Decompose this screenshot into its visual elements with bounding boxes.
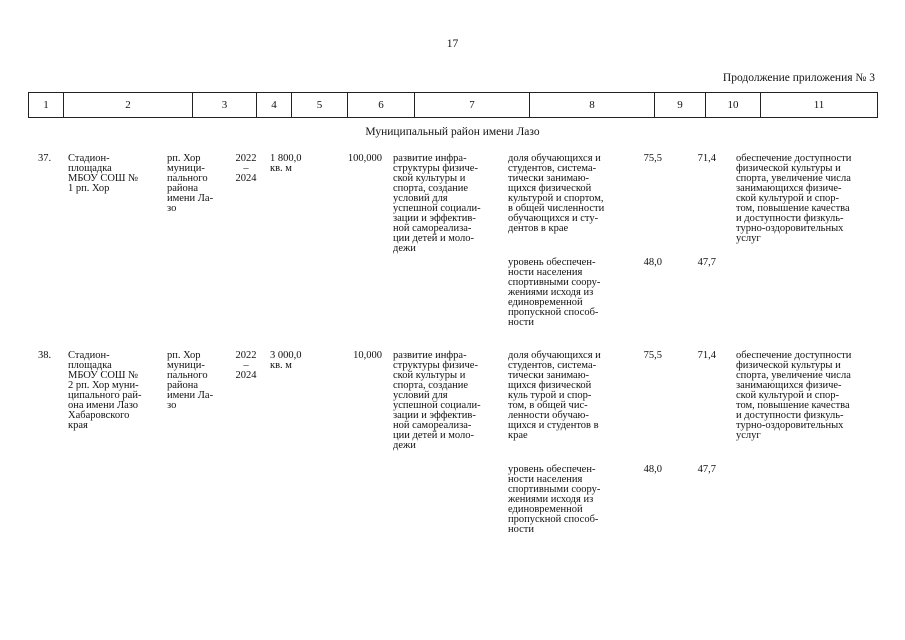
table-header: [28, 92, 878, 118]
header-col-10: 10: [706, 93, 761, 117]
header-col-1: 1: [29, 93, 64, 117]
project-purpose: развитие инфра- структуры физиче- ской культуры и спорта, создание условий для успешной социали- зации и эффектив- ной самореализа- ции детей и моло- дежи: [393, 350, 481, 451]
indicator-value-col10: 47,7: [697, 464, 716, 475]
indicator-value-col9: 75,5: [643, 350, 662, 361]
indicator-value-col10: 71,4: [697, 350, 716, 361]
expected-effect: обеспечение доступности физической культуры и спорта, увеличение числа занимающихся физиче- ской культурой и спор- том, повышение качества и доступности физкуль- турно-оздоровительных услуг: [736, 153, 852, 244]
object-location: рп. Хор муници- пального района имени Ла- зо: [167, 350, 214, 411]
row-number: 37.: [38, 153, 52, 164]
header-col-11: 11: [813, 99, 825, 111]
indicator-name: уровень обеспечен- ности населения спортивными соору- жениями исходя из единовременной пропускной способ- ности: [508, 257, 601, 328]
page-number: 17: [446, 38, 459, 50]
implementation-years: 2022 – 2024: [235, 350, 257, 381]
object-name: Стадион- площадка МБОУ СОШ № 2 рп. Хор муни- ципального рай- она имени Лазо Хабаровского края: [68, 350, 142, 431]
row-number: 38.: [38, 350, 52, 361]
object-capacity: 1 800,0 кв. м: [270, 153, 302, 174]
header-col-2: 2: [64, 93, 193, 117]
object-location: рп. Хор муници- пального района имени Ла- зо: [167, 153, 214, 214]
financing-amount: 10,000: [353, 350, 382, 361]
indicator-value-col10: 71,4: [697, 153, 716, 164]
indicator-name: доля обучающихся и студентов, система- тически занимаю- щихся физической куль турой и спор- том, в общей чис- ленности обучаю- щихся и студентов в крае: [508, 350, 601, 441]
implementation-years: 2022 – 2024: [235, 153, 257, 184]
section-title: Муниципальный район имени Лазо: [365, 126, 540, 138]
object-name: Стадион- площадка МБОУ СОШ № 1 рп. Хор: [68, 153, 139, 194]
header-col-8: 8: [530, 93, 655, 117]
appendix-continuation-label: Продолжение приложения № 3: [722, 72, 875, 84]
expected-effect: обеспечение доступности физической культуры и спорта, увеличение числа занимающихся физиче- ской культурой и спор- том, повышение качества и доступности физкуль- турно-оздоровительных услуг: [736, 350, 852, 441]
header-col-3: 3: [193, 93, 257, 117]
indicator-name: доля обучающихся и студентов, система- тически занимаю- щихся физической культурой и спортом, в общей численности обучающихся и сту- дентов в крае: [508, 153, 605, 234]
financing-amount: 100,000: [347, 153, 382, 164]
object-capacity: 3 000,0 кв. м: [270, 350, 302, 371]
header-col-9: 9: [655, 93, 706, 117]
indicator-value-col9: 48,0: [643, 464, 662, 475]
indicator-value-col9: 48,0: [643, 257, 662, 268]
indicator-value-col9: 75,5: [643, 153, 662, 164]
indicator-name: уровень обеспечен- ности населения спортивными соору- жениями исходя из единовременной пропускной способ- ности: [508, 464, 601, 535]
indicator-value-col10: 47,7: [697, 257, 716, 268]
header-col-5: 5: [292, 93, 348, 117]
header-col-7: 7: [415, 93, 530, 117]
project-purpose: развитие инфра- структуры физиче- ской культуры и спорта, создание условий для успешной социали- зации и эффектив- ной самореализа- ции детей и моло- дежи: [393, 153, 481, 254]
header-col-4: 4: [257, 93, 292, 117]
header-col-6: 6: [348, 93, 415, 117]
